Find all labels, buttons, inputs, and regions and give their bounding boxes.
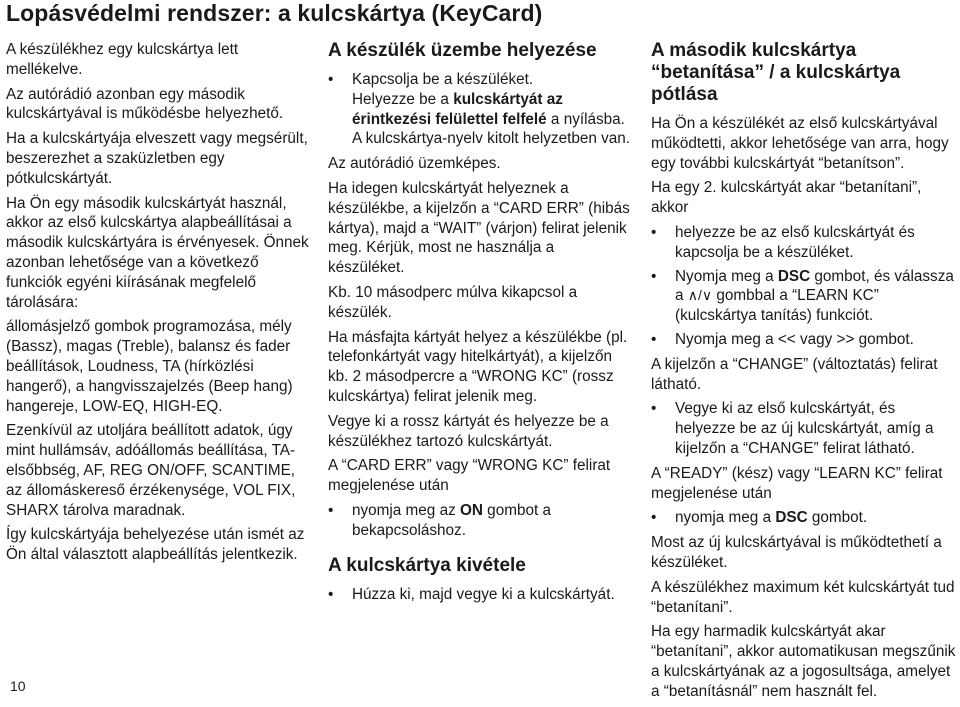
paragraph: Vegye ki a rossz kártyát és helyezze be a készülékhez tartozó kulcskártyát. <box>328 412 609 450</box>
column-left <box>6 40 310 570</box>
paragraph: Ezenkívül az utoljára beállított adatok, úgy mint hullámsáv, adóállomás beállítása, TA-elsőbbség, AF, REG ON/OFF, SCANTIME, az állomáskereső érzékenysége, VOL FIX, SHARX tárolva maradnak. <box>6 422 296 519</box>
bullet-list <box>651 223 957 350</box>
section-heading-learn: A második kulcskártya “betanítása” / a kulcskártya pótlása <box>651 40 901 105</box>
paragraph: Ha egy harmadik kulcskártyát akar “betanítani”, akkor automatikusan megszűnik a kulcskártyának az a jogosultsága, amelyet a “betanításnál” nem használt fel. <box>651 623 956 700</box>
bullet-list <box>651 399 957 458</box>
paragraph: A “CARD ERR” vagy “WRONG KC” felirat megjelenése után <box>328 457 611 495</box>
list-item: • Vegye ki az első kulcskártyát, és helyezze be az új kulcskártyát, amíg a kijelzőn a “CHANGE” felirat látható. <box>651 399 957 458</box>
paragraph: Ha idegen kulcskártyát helyeznek a készülékbe, a kijelzőn a “CARD ERR” (hibás kártya), majd a “WAIT” (várjon) felirat jelenik meg. Kérjük, most ne használja a készüléket. <box>328 179 630 277</box>
paragraph: Kb. 10 másodperc múlva kikapcsol a készülék. <box>328 283 578 321</box>
list-item: • Nyomja meg a << vagy >> gombot. <box>651 330 957 350</box>
section-heading-removal: A kulcskártya kivétele <box>328 554 526 576</box>
paragraph: A “READY” (kész) vagy “LEARN KC” felirat megjelenése után <box>651 464 943 502</box>
paragraph: A készülékhez egy kulcskártya lett mellékelve. <box>6 41 239 78</box>
paragraph: Ha Ön a készülékét az első kulcskártyával működtetti, akkor lehetősége van arra, hogy egy további kulcskártyát “betanítson”. <box>651 115 949 172</box>
paragraph: állomásjelző gombok programozása, mély (Bassz), magas (Treble), balansz és fader beállítások, Loudness, TA (hírközlési hangerő), a hangvisszajelzés (Beep hang) hangereje, LOW-EQ, HIGH-EQ. <box>6 318 293 415</box>
up-down-arrow-icon: ∧/∨ <box>687 287 713 304</box>
section-heading-startup: A készülék üzembe helyezése <box>328 40 597 61</box>
column-middle <box>328 40 632 609</box>
list-item: • helyezze be az első kulcskártyát és kapcsolja be a készüléket. <box>651 223 957 263</box>
list-item: • Nyomja meg a DSC gombot, és válassza a ∧/∨ gombbal a “LEARN KC” (kulcskártya tanítás) funkciót. <box>651 267 957 326</box>
paragraph: Ha Ön egy második kulcskártyát használ, akkor az első kulcskártya alapbeállításai a második kulcskártyára is érvényesek. Önnek azonban lehetősége van a következő funkciók egyéni kiírásának megfelelő tárolására: <box>6 194 309 311</box>
list-item: • nyomja meg a DSC gombot. <box>651 508 957 528</box>
paragraph: A készülékhez maximum két kulcskártyát tud “betanítani”. <box>651 578 955 616</box>
bullet-list <box>328 585 632 605</box>
column-right <box>651 40 957 707</box>
paragraph: A kijelzőn a “CHANGE” (változtatás) felirat látható. <box>651 355 938 393</box>
paragraph: Ha másfajta kártyát helyez a készülékbe (pl. telefonkártyát vagy hitelkártyát), a kijelzőn kb. 2 másodpercre a “WRONG KC” (rossz kulcskártya) felirat jelenik meg. <box>328 328 628 405</box>
paragraph: Ha egy 2. kulcskártyát akar “betanítani”, akkor <box>651 179 922 217</box>
list-item: • nyomja meg az ON gombot a bekapcsoláshoz. <box>328 501 632 541</box>
list-item: • Húzza ki, majd vegye ki a kulcskártyát. <box>328 585 632 605</box>
paragraph: Most az új kulcskártyával is működtethetí a készüléket. <box>651 534 942 571</box>
page-number: 10 <box>10 678 26 694</box>
list-item: • Kapcsolja be a készüléket. Helyezze be a kulcskártyát az érintkezési felülettel felfelé a nyílásba. A kulcskártya-nyelv kitolt helyzetben van. <box>328 70 632 149</box>
paragraph: Az autórádió azonban egy második kulcskártyával is működésbe helyezhető. <box>6 85 284 123</box>
page-title: Lopásvédelmi rendszer: a kulcskártya (KeyCard) <box>6 0 543 26</box>
bullet-list <box>328 501 632 541</box>
paragraph: Az autórádió üzemképes. <box>328 155 501 173</box>
bullet-list <box>328 70 632 149</box>
bullet-list <box>651 508 957 528</box>
paragraph: Ha a kulcskártyája elveszett vagy megsérült, beszerezhet a szaküzletben egy pótkulcskártyát. <box>6 130 308 187</box>
paragraph: Így kulcskártyája behelyezése után ismét az Ön által választott alapbeállítás jelentkezik. <box>6 526 305 564</box>
